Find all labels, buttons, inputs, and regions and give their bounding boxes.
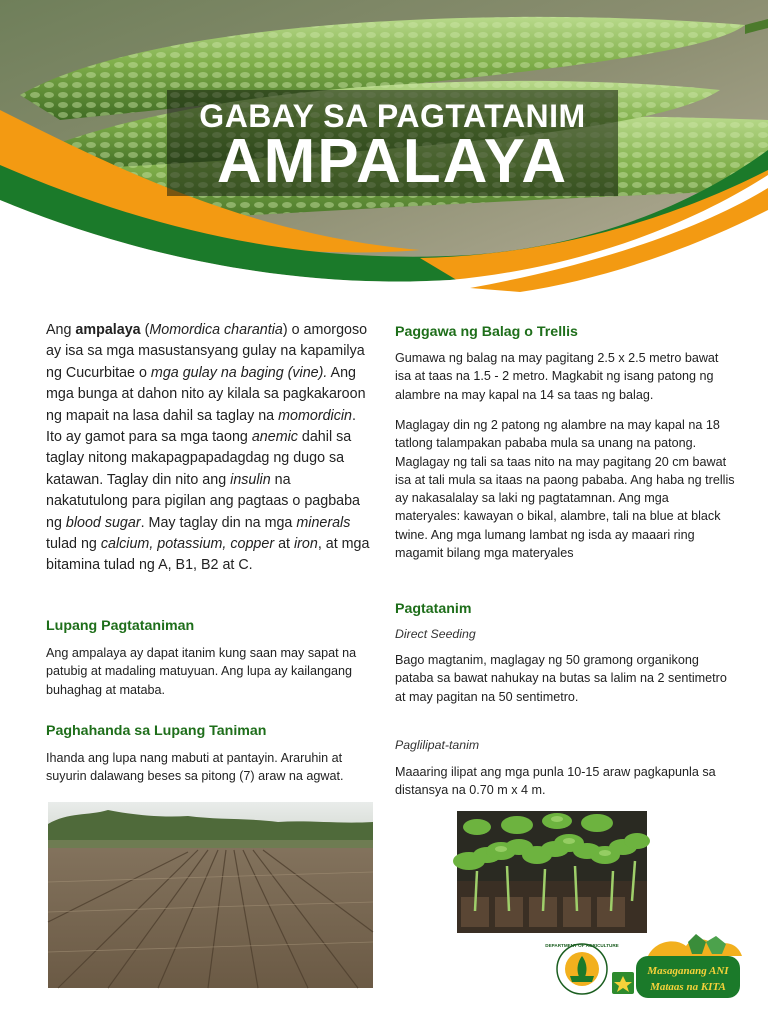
left-column <box>46 320 372 784</box>
slogan-line-1: Masaganang ANI <box>647 965 729 977</box>
direct-seeding-label: Direct Seeding <box>395 627 476 641</box>
logos-area <box>545 936 746 1002</box>
hero-banner <box>0 0 768 300</box>
soil-heading: Lupang Pagtataniman <box>46 618 195 634</box>
intro-run: Momordica charantia <box>149 322 283 338</box>
intro-run: blood sugar <box>65 514 141 531</box>
intro-run: ampalaya <box>75 322 141 338</box>
plowed-field-photo <box>48 802 373 988</box>
planting-heading: Pagtatanim <box>395 601 472 617</box>
intro-run: ) o amorgoso ay isa sa mga masustansyang gulay na kapamilya ng Cucurbitae o <box>46 322 368 381</box>
intro-run: . Ito ay gamot para sa mga taong <box>46 407 356 446</box>
department-of-agriculture-seal <box>545 943 618 994</box>
trellis-paragraph-1: Gumawa ng balag na may pagitang 2.5 x 2.5 metro bawat isa at taas na 1.5 - 2 metro. Magkabit ng isang patong ng alambre na may kapal na 14 sa taas ng balag. <box>395 351 719 402</box>
intro-run: minerals <box>296 514 351 531</box>
guide-subtitle: GABAY SA PAGTATANIM <box>199 98 586 134</box>
intro-paragraph <box>46 320 372 577</box>
preparation-text: Ihanda ang lupa nang mabuti at pantayin. Araruhin at suyurin dalawang beses sa pitong (7) araw na agwat. <box>46 751 344 784</box>
page-title: AMPALAYA <box>216 127 569 196</box>
bagong-pilipinas-icon <box>612 972 634 994</box>
direct-seeding-text: Bago magtanim, maglagay ng 50 gramong organikong pataba sa bawat nahukay na butas sa lalim na 2 sentimetro at may pagitan na 50 sentimetro. <box>395 653 727 704</box>
title-box <box>167 90 618 196</box>
intro-run: momordicin <box>278 407 352 424</box>
transplant-label: Paglilipat-tanim <box>395 738 480 752</box>
intro-run: mga gulay na baging (vine). <box>150 364 328 381</box>
intro-run: na nakatutulong para pigilan ang pagtaas o pagbaba ng <box>46 471 361 531</box>
intro-run: Ang <box>46 322 76 338</box>
da-seal-text: DEPARTMENT OF AGRICULTURE <box>545 943 619 948</box>
slogan-line-2: Mataas na KITA <box>650 981 726 993</box>
transplant-text: Maaaring ilipat ang mga punla 10-15 araw pagkapunla sa distansya na 0.70 m x 4 m. <box>395 765 716 798</box>
trellis-heading: Paggawa ng Balag o Trellis <box>395 324 578 340</box>
intro-run: , at mga bitamina tulad ng A, B1, B2 at C. <box>46 536 370 574</box>
intro-run: calcium, potassium, copper <box>100 536 275 553</box>
trellis-paragraph-2: Maglagay din ng 2 patong ng alambre na may kapal na 18 tatlong talampakan pababa mula sa unang na patong. Maglagay ng tali sa taas nito na may pagitang 20 cm bawat isa at tali mula sa itaas na paong pababa. Ang haba ng trellis ay nakasalalay sa laki ng pagtatamnan. Ang mga materyales: kawayan o bikal, alambre, tali na blue at black twine. Ang mga lumang lambat ng isda ay maaari ring magamit bilang mga materyales <box>395 418 735 561</box>
intro-run: ( <box>140 322 150 338</box>
masaganang-ani-logo <box>636 934 742 998</box>
intro-run: iron <box>293 536 318 553</box>
intro-run: at <box>274 536 294 553</box>
intro-run: insulin <box>230 471 271 488</box>
preparation-heading: Paghahanda sa Lupang Taniman <box>46 723 267 739</box>
seedlings-photo <box>457 811 647 933</box>
intro-run: . May taglay din na mga <box>140 514 297 531</box>
soil-text: Ang ampalaya ay dapat itanim kung saan may sapat na patubig at madaling matuyuan. Ang lupa ay kailangang buhaghag at mataba. <box>46 646 357 697</box>
intro-run: anemic <box>251 429 298 446</box>
intro-run: Ang mga bunga at dahon nito ay kilala sa pagkakaroon ng mapait na lasa dahil sa taglay na <box>46 364 366 424</box>
intro-run: dahil sa taglay nitong makapagpapadagdag ng dugo sa katawan. Taglay din nito ang <box>46 429 352 488</box>
intro-run: tulad ng <box>46 536 101 553</box>
